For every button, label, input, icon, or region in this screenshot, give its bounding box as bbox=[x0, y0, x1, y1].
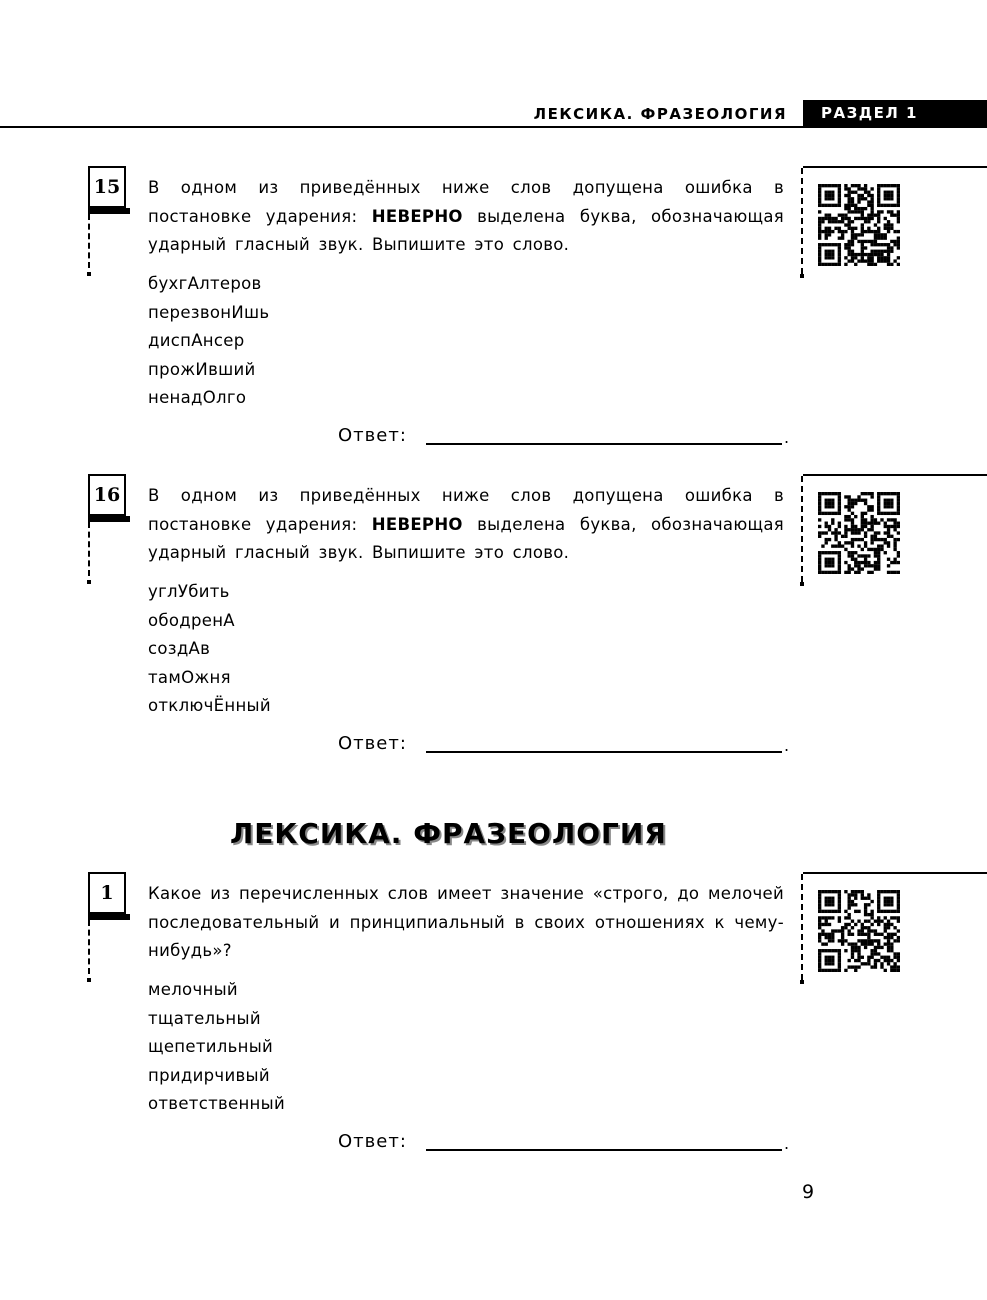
qr-frame-dash bbox=[801, 476, 803, 582]
option: перезвонИшь bbox=[148, 302, 270, 322]
option: щепетильный bbox=[148, 1037, 274, 1056]
qr-frame-dot bbox=[800, 274, 804, 278]
answer-label: Ответ: bbox=[338, 733, 407, 754]
dashed-connector bbox=[88, 522, 90, 576]
answer-field[interactable] bbox=[426, 751, 782, 753]
task-number-underbar bbox=[88, 914, 130, 920]
answer-options bbox=[148, 270, 269, 413]
option: углУбить bbox=[148, 582, 230, 601]
task-number-box bbox=[88, 166, 126, 208]
option: мелочный bbox=[148, 980, 238, 999]
option: создАв bbox=[148, 639, 211, 658]
option: прожИвший bbox=[148, 359, 256, 379]
option: тщательный bbox=[148, 1008, 261, 1028]
qr-frame-dash bbox=[801, 168, 803, 274]
section-heading: ЛЕКСИКА. ФРАЗЕОЛОГИЯ bbox=[230, 817, 667, 850]
qr-code-icon[interactable] bbox=[818, 890, 900, 972]
section-badge bbox=[803, 100, 987, 126]
task-prompt: В одном из приведённых ниже слов допущена ошибка в постановке ударения: НЕВЕРНО выделена буква, обозначающая ударный гласный звук. Выпишите это слово. bbox=[148, 178, 784, 254]
connector-dot bbox=[87, 978, 91, 982]
page-number: 9 bbox=[802, 1181, 815, 1203]
task-number-box bbox=[88, 872, 126, 914]
running-header-title: ЛЕКСИКА. ФРАЗЕОЛОГИЯ bbox=[533, 105, 787, 123]
answer-options bbox=[148, 976, 285, 1119]
task-number-underbar bbox=[88, 516, 130, 522]
qr-frame-top bbox=[803, 166, 987, 168]
task-number: 15 bbox=[93, 176, 121, 198]
answer-label: Ответ: bbox=[338, 425, 407, 446]
option: отключЁнный bbox=[148, 696, 271, 715]
answer-field[interactable] bbox=[426, 443, 782, 445]
option: ответственный bbox=[148, 1094, 285, 1113]
task-number: 16 bbox=[93, 484, 121, 506]
option: бухгАлтеров bbox=[148, 274, 262, 293]
header-rule bbox=[0, 126, 987, 128]
option: ободренА bbox=[148, 610, 235, 630]
qr-frame-dot bbox=[800, 980, 804, 984]
option: диспАнсер bbox=[148, 331, 245, 350]
answer-label: Ответ: bbox=[338, 1131, 407, 1152]
qr-frame-dot bbox=[800, 582, 804, 586]
answer-period: . bbox=[784, 428, 790, 447]
answer-period: . bbox=[784, 736, 790, 755]
qr-code-icon[interactable] bbox=[818, 184, 900, 266]
qr-frame-top bbox=[803, 872, 987, 874]
option: ненадОлго bbox=[148, 388, 247, 407]
answer-period: . bbox=[784, 1134, 790, 1153]
section-badge-label: РАЗДЕЛ 1 bbox=[821, 104, 918, 122]
dashed-connector bbox=[88, 920, 90, 974]
task-number: 1 bbox=[100, 882, 114, 904]
answer-field[interactable] bbox=[426, 1149, 782, 1151]
task-number-underbar bbox=[88, 208, 130, 214]
dashed-connector bbox=[88, 214, 90, 268]
qr-frame-dash bbox=[801, 874, 803, 980]
qr-code-icon[interactable] bbox=[818, 492, 900, 574]
option: придирчивый bbox=[148, 1065, 270, 1085]
connector-dot bbox=[87, 580, 91, 584]
qr-frame-top bbox=[803, 474, 987, 476]
option: тамОжня bbox=[148, 667, 231, 687]
connector-dot bbox=[87, 272, 91, 276]
task-prompt: В одном из приведённых ниже слов допущена ошибка в постановке ударения: НЕВЕРНО выделена буква, обозначающая ударный гласный звук. Выпишите это слово. bbox=[148, 486, 784, 562]
task-prompt: Какое из перечисленных слов имеет значение «строго, до мелочей последовательный и принципиальный в своих отношениях к чему-нибудь»? bbox=[148, 884, 784, 960]
task-number-box bbox=[88, 474, 126, 516]
answer-options bbox=[148, 578, 271, 721]
